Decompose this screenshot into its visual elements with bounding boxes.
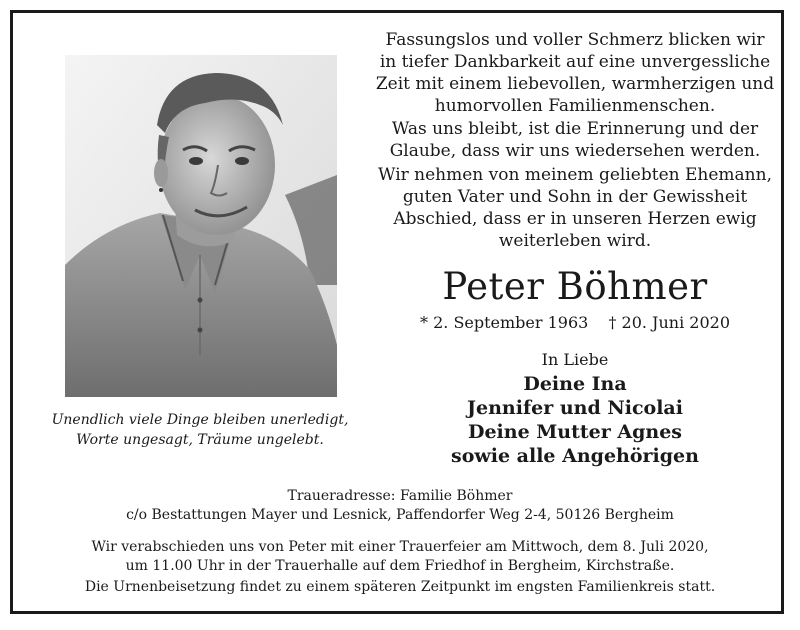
verse-line: humorvollen Familienmenschen.: [434, 96, 716, 116]
verse-line: Fassungslos und voller Schmerz blicken wir: [385, 30, 765, 50]
mourner-name: Jennifer und Nicolai: [467, 397, 683, 419]
caption-line: Worte ungesagt, Träume ungelebt.: [76, 432, 324, 448]
verse-paragraph-1: [370, 29, 780, 117]
verse-line: Wir nehmen von meinem geliebten Ehemann,: [378, 165, 772, 185]
mourners-list: [370, 372, 780, 468]
mourners-intro: In Liebe: [541, 350, 609, 369]
verse-line: Abschied, dass er in unseren Herzen ewig: [393, 209, 757, 229]
mourning-address: [20, 487, 780, 525]
verse-line: in tiefer Dankbarkeit auf eine unvergessliche: [379, 52, 771, 72]
verse-paragraph-3: [370, 164, 780, 252]
birth-date: * 2. September 1963: [420, 313, 589, 332]
death-date: † 20. Juni 2020: [608, 313, 730, 332]
verse-line: guten Vater und Sohn in der Gewissheit: [402, 187, 748, 207]
urn-note: Die Urnenbeisetzung findet zu einem späteren Zeitpunkt im engsten Familienkreis statt.: [84, 579, 716, 595]
verse-line: Was uns bleibt, ist die Erinnerung und der: [391, 119, 759, 139]
verse-line: Zeit mit einem liebevollen, warmherzigen und: [375, 74, 775, 94]
mourner-name: sowie alle Angehörigen: [451, 445, 699, 467]
verse-paragraph-2: [370, 118, 780, 162]
ceremony-line: Wir verabschieden uns von Peter mit einer Trauerfeier am Mittwoch, dem 8. Juli 2020,: [91, 539, 709, 555]
verse-line: Glaube, dass wir uns wiedersehen werden.: [389, 141, 761, 161]
ceremony-info: [20, 538, 780, 576]
mourner-name: Deine Mutter Agnes: [467, 421, 683, 443]
caption-line: Unendlich viele Dinge bleiben unerledigt,: [51, 412, 349, 428]
ceremony-line: um 11.00 Uhr in der Trauerhalle auf dem Friedhof in Bergheim, Kirchstraße.: [125, 558, 675, 574]
verse-line: weiterleben wird.: [498, 231, 652, 251]
deceased-name: Peter Böhmer: [442, 265, 708, 308]
portrait-photo: [65, 55, 337, 397]
address-line: c/o Bestattungen Mayer und Lesnick, Paffendorfer Weg 2-4, 50126 Bergheim: [126, 507, 674, 523]
address-line: Traueradresse: Familie Böhmer: [287, 488, 513, 504]
photo-caption: [40, 410, 360, 450]
mourner-name: Deine Ina: [523, 373, 627, 395]
